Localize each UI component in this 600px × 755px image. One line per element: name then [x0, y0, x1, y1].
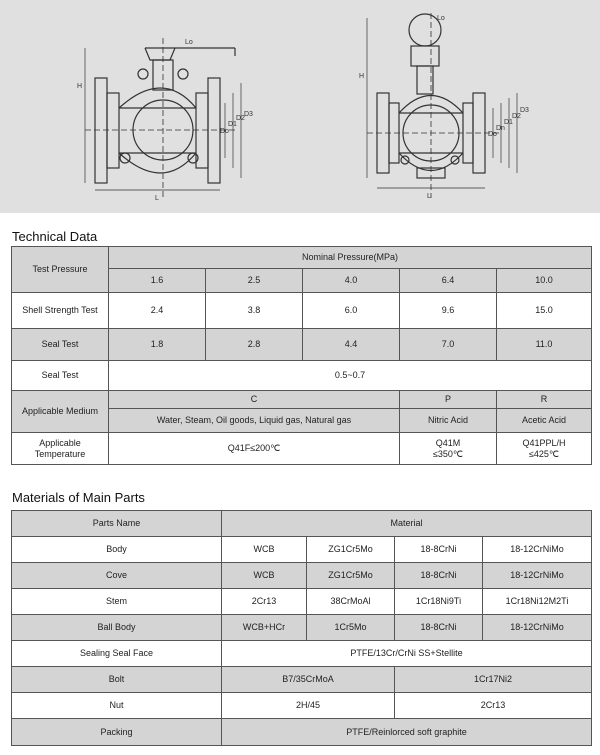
right-dim-d1: D1: [504, 119, 513, 126]
material-value: 1Cr18Ni9Ti: [395, 589, 483, 615]
medium-p-desc: Nitric Acid: [400, 409, 497, 433]
left-dim-d3: D3: [244, 111, 253, 118]
part-name: Body: [12, 537, 222, 563]
pressure-value: 4.0: [303, 269, 400, 293]
shell-value: 3.8: [206, 293, 303, 329]
seal-value: 7.0: [400, 329, 497, 361]
drawing-band: [0, 0, 600, 213]
left-dim-lo: Lo: [185, 39, 193, 46]
right-dim-do: Do: [488, 131, 497, 138]
right-valve-drawing: [355, 8, 575, 208]
shell-value: 6.0: [303, 293, 400, 329]
test-pressure-label: Test Pressure: [12, 247, 109, 293]
material-value: 2Cr13: [222, 589, 307, 615]
seal-test-2-value: 0.5~0.7: [109, 361, 592, 391]
material-value: 1Cr18Ni12M2Ti: [483, 589, 592, 615]
seal-value: 1.8: [109, 329, 206, 361]
material-value: WCB+HCr: [222, 615, 307, 641]
part-name: Ball Body: [12, 615, 222, 641]
material-value: ZG1Cr5Mo: [307, 537, 395, 563]
material-value: B7/35CrMoA: [222, 667, 395, 693]
left-dim-do: Do: [220, 128, 229, 135]
temp-r-line1: Q41PPL/H: [522, 437, 566, 448]
applicable-temperature-label: Applicable Temperature: [12, 433, 109, 465]
shell-strength-label: Shell Strength Test: [12, 293, 109, 329]
left-valve-drawing: [75, 8, 305, 208]
parts-name-header: Parts Name: [12, 511, 222, 537]
material-header: Material: [222, 511, 592, 537]
material-value: 18-8CrNi: [395, 563, 483, 589]
medium-c-header: C: [109, 391, 400, 409]
right-dim-d2: D2: [512, 113, 521, 120]
medium-r-header: R: [497, 391, 592, 409]
material-value: WCB: [222, 563, 307, 589]
pressure-value: 6.4: [400, 269, 497, 293]
temp-r-line2: ≤425℃: [528, 448, 560, 459]
material-value: 18-12CrNiMo: [483, 537, 592, 563]
material-value: ZG1Cr5Mo: [307, 563, 395, 589]
materials-table: [11, 510, 592, 746]
seal-value: 4.4: [303, 329, 400, 361]
shell-value: 9.6: [400, 293, 497, 329]
temp-c: Q41F≤200℃: [109, 433, 400, 465]
right-dim-d3: D3: [520, 107, 529, 114]
right-dim-l: L: [427, 193, 431, 200]
part-name: Nut: [12, 693, 222, 719]
right-dim-dn: Dn: [496, 125, 505, 132]
seal-value: 2.8: [206, 329, 303, 361]
pressure-value: 10.0: [497, 269, 592, 293]
material-value: 1Cr17Ni2: [395, 667, 592, 693]
shell-value: 2.4: [109, 293, 206, 329]
temp-r: [497, 433, 592, 465]
material-value: PTFE/Reinlorced soft graphite: [222, 719, 592, 746]
material-value: 18-8CrNi: [395, 615, 483, 641]
material-value: 2Cr13: [395, 693, 592, 719]
right-dim-lo: Lo: [437, 15, 445, 22]
material-value: 18-8CrNi: [395, 537, 483, 563]
seal-test-label: Seal Test: [12, 329, 109, 361]
material-value: 38CrMoAl: [307, 589, 395, 615]
part-name: Sealing Seal Face: [12, 641, 222, 667]
seal-value: 11.0: [497, 329, 592, 361]
material-value: 2H/45: [222, 693, 395, 719]
medium-p-header: P: [400, 391, 497, 409]
material-value: 1Cr5Mo: [307, 615, 395, 641]
left-dim-d2: D2: [236, 115, 245, 122]
nominal-pressure-header: Nominal Pressure(MPa): [109, 247, 592, 269]
material-value: 18-12CrNiMo: [483, 563, 592, 589]
applicable-medium-label: Applicable Medium: [12, 391, 109, 433]
left-dim-l: L: [155, 195, 159, 202]
seal-test-2-label: Seal Test: [12, 361, 109, 391]
temp-p-line1: Q41M: [435, 437, 461, 448]
right-dim-h: H: [359, 73, 365, 80]
material-value: 18-12CrNiMo: [483, 615, 592, 641]
material-value: WCB: [222, 537, 307, 563]
medium-c-desc: Water, Steam, Oil goods, Liquid gas, Natural gas: [109, 409, 400, 433]
technical-data-table: [11, 246, 592, 465]
temp-p: [400, 433, 497, 465]
part-name: Bolt: [12, 667, 222, 693]
part-name: Cove: [12, 563, 222, 589]
technical-data-title: Technical Data: [12, 229, 98, 244]
shell-value: 15.0: [497, 293, 592, 329]
part-name: Packing: [12, 719, 222, 746]
left-dim-d1: D1: [228, 121, 237, 128]
materials-title: Materials of Main Parts: [12, 490, 145, 505]
part-name: Stem: [12, 589, 222, 615]
pressure-value: 1.6: [109, 269, 206, 293]
pressure-value: 2.5: [206, 269, 303, 293]
medium-r-desc: Acetic Acid: [497, 409, 592, 433]
left-dim-h: H: [77, 83, 83, 90]
temp-p-line2: ≤350℃: [432, 448, 464, 459]
material-value: PTFE/13Cr/CrNi SS+Stellite: [222, 641, 592, 667]
